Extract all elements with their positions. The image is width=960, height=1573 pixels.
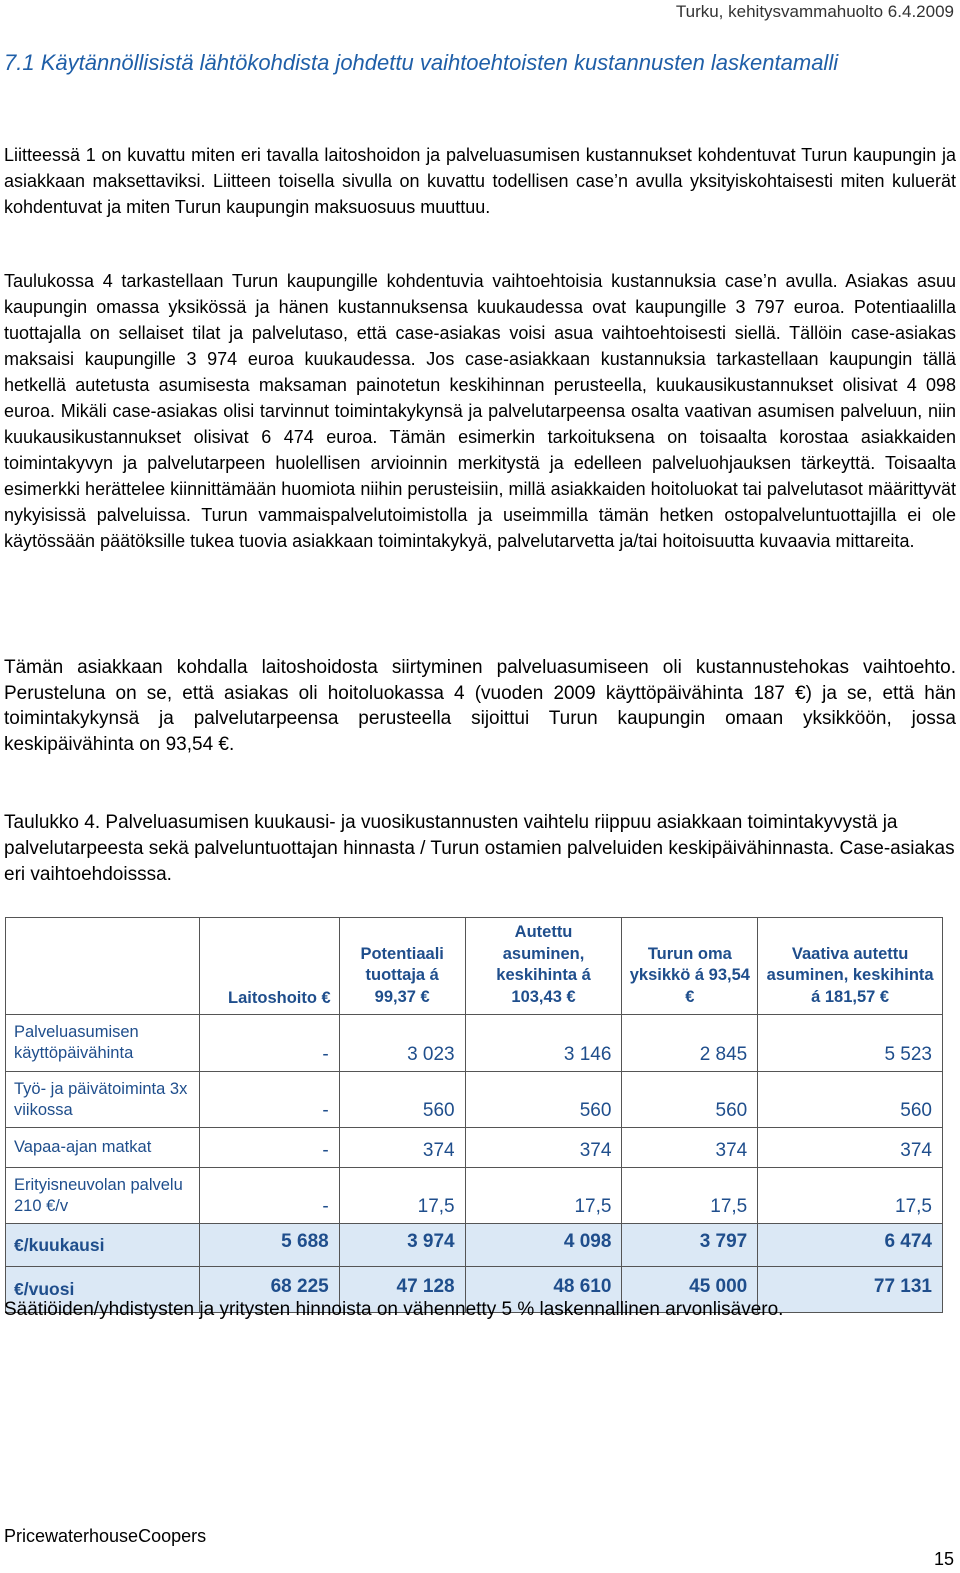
table-cell: 3 974	[339, 1224, 465, 1267]
table-row-monthly-total	[6, 1224, 943, 1267]
table-row	[6, 1168, 943, 1224]
table-cell: 3 146	[465, 1015, 622, 1072]
table-cell: 77 131	[758, 1267, 943, 1313]
table-cell: 17,5	[465, 1168, 622, 1224]
table-cell: 560	[339, 1072, 465, 1128]
row-label: €/vuosi	[6, 1267, 200, 1313]
section-heading: 7.1 Käytännöllisistä lähtökohdista johdettu vaihtoehtoisten kustannusten laskentamalli	[4, 50, 839, 75]
table-cell: -	[199, 1015, 339, 1072]
row-label: Työ- ja päivätoiminta 3x viikossa	[6, 1072, 200, 1128]
table-cell: 48 610	[465, 1267, 622, 1313]
page-number: 15	[933, 1549, 954, 1569]
row-label: Vapaa-ajan matkat	[6, 1128, 200, 1168]
table-cell: 5 688	[199, 1224, 339, 1267]
table-cell: 2 845	[622, 1015, 758, 1072]
col-header-autettu: Autettu asuminen, keskihinta á 103,43 €	[465, 918, 622, 1015]
table-cell: 17,5	[758, 1168, 943, 1224]
col-header-laitoshoito: Laitoshoito €	[199, 918, 339, 1015]
col-header-vaativa: Vaativa autettu asuminen, keskihinta á 181,57 €	[758, 918, 943, 1015]
table-cell: -	[199, 1128, 339, 1168]
col-header-potentiaali: Potentiaali tuottaja á 99,37 €	[339, 918, 465, 1015]
table-cell: 4 098	[465, 1224, 622, 1267]
table-cell: 374	[758, 1128, 943, 1168]
table-cell: 17,5	[339, 1168, 465, 1224]
table-cell: 47 128	[339, 1267, 465, 1313]
table-footnote: Säätiöiden/yhdistysten ja yritysten hinnoista on vähennetty 5 % laskennallinen arvonlisävero.	[4, 1299, 784, 1320]
table-cell: 6 474	[758, 1224, 943, 1267]
table-caption: Taulukko 4. Palveluasumisen kuukausi- ja vuosikustannusten vaihtelu riippuu asiakkaan toimintakyvystä ja palvelutarpeesta sekä palveluntuottajan hinnasta / Turun ostamien palveluiden keskipäivähinnasta. Case-asiakas eri vaihtoehdoisssa.	[4, 812, 955, 885]
table-cell: 560	[622, 1072, 758, 1128]
paragraph-conclusion: Tämän asiakkaan kohdalla laitoshoidosta siirtyminen palveluasumiseen oli kustannustehokas vaihtoehto. Perusteluna on se, että asiakas oli hoitoluokassa 4 (vuoden 2009 käyttöpäivähinta 187 €) ja se, että hän toimintakykynsä ja palvelutarpeensa perusteella sijoittui Turun kaupungin omaan yksikköön, jossa keskipäivähinta on 93,54 €.	[4, 657, 956, 755]
table-cell: 17,5	[622, 1168, 758, 1224]
table-cell: 3 797	[622, 1224, 758, 1267]
col-header-oma-yksikko: Turun oma yksikkö á 93,54 €	[622, 918, 758, 1015]
document-header: Turku, kehitysvammahuolto 6.4.2009	[675, 2, 954, 21]
table-cell: 374	[339, 1128, 465, 1168]
cost-table	[5, 917, 943, 1313]
footer-company: PricewaterhouseCoopers	[4, 1526, 207, 1546]
table-header-row	[6, 918, 943, 1015]
table-row	[6, 1015, 943, 1072]
paragraph-case: Taulukossa 4 tarkastellaan Turun kaupungille kohdentuvia vaihtoehtoisia kustannuksia case’n avulla. Asiakas asuu kaupungin omassa yksikössä ja hänen kustannuksensa kuukaudessa ovat kaupungille 3 797 euroa. Potentiaalilla tuottajalla on sellaiset tilat ja palvelutaso, että case-asiakas voisi asua vaihtoehtoisesti siellä. Tällöin case-asiakas maksaisi kaupungille 3 974 euroa kuukaudessa. Jos case-asiakkaan kustannuksia tarkastellaan kaupungin tällä hetkellä autetusta asumisesta maksaman painotetun keskihinnan perusteella, kuukausikustannukset olisivat 4 098 euroa. Mikäli case-asiakas olisi tarvinnut toimintakykynsä ja palvelutarpeensa osalta vaativan asumisen palveluun, niin kuukausikustannukset olisivat 6 474 euroa. Tämän esimerkin tarkoituksena on toisaalta korostaa asiakkaiden toimintakyvyn ja palvelutarpeen huolellisen arvioinnin merkitystä ja edelleen palveluohjauksen tärkeyttä. Toisaalta esimerkki herättelee kiinnittämään huomiota niihin perusteisiin, millä asiakkaiden hoitoluokat tai palvelutasot määrittyvät nykyisissä palveluissa. Turun vammaispalvelutoimistolla ja useimmilla tämän hetken ostopalveluntuottajilla ei ole käytössään päätöksille tukea tuovia asiakkaan toimintakykyä, palvelutarvetta ja/tai hoitoisuutta kuvaavia mittareita.	[4, 271, 956, 551]
table-corner-cell	[6, 918, 200, 1015]
table-cell: 45 000	[622, 1267, 758, 1313]
table-cell: 5 523	[758, 1015, 943, 1072]
table-cell: 3 023	[339, 1015, 465, 1072]
table-cell: -	[199, 1168, 339, 1224]
table-cell: -	[199, 1072, 339, 1128]
table-cell: 560	[758, 1072, 943, 1128]
row-label: Palveluasumisen käyttöpäivähinta	[6, 1015, 200, 1072]
table-cell: 68 225	[199, 1267, 339, 1313]
table-cell: 374	[465, 1128, 622, 1168]
row-label: Erityisneuvolan palvelu 210 €/v	[6, 1168, 200, 1224]
table-cell: 374	[622, 1128, 758, 1168]
table-cell: 560	[465, 1072, 622, 1128]
table-row	[6, 1128, 943, 1168]
paragraph-intro: Liitteessä 1 on kuvattu miten eri tavalla laitoshoidon ja palveluasumisen kustannukset kohdentuvat Turun kaupungin ja asiakkaan maksettaviksi. Liitteen toisella sivulla on kuvattu todellisen case’n avulla yksityiskohtaisesti miten kuluerät kohdentuvat ja miten Turun kaupungin maksuosuus muuttuu.	[4, 145, 956, 217]
row-label: €/kuukausi	[6, 1224, 200, 1267]
table-row	[6, 1072, 943, 1128]
